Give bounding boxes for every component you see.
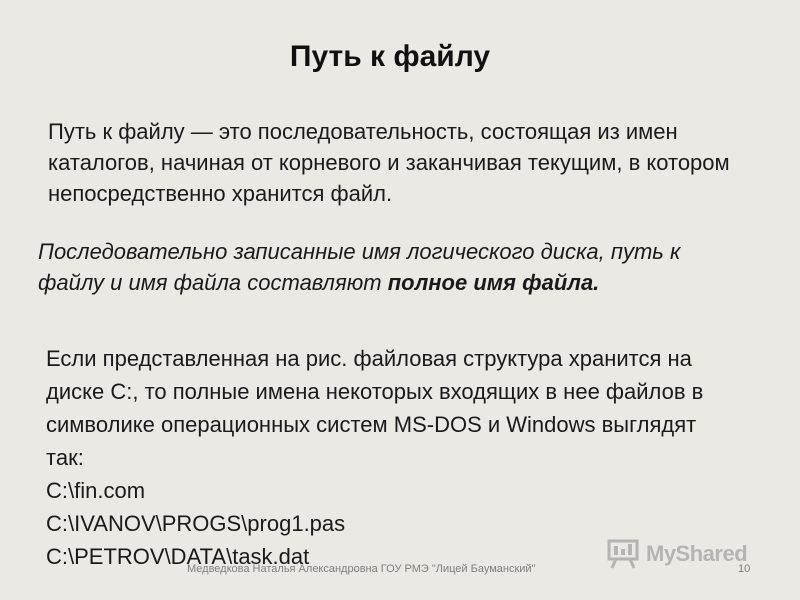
full-filename-paragraph bbox=[38, 236, 738, 298]
watermark-text: MyShared bbox=[646, 541, 748, 566]
example-intro: Если представленная на рис. файловая структура хранится на диске С:, то полные имена некоторых входящих в нее файлов в символике операционных систем MS-DOS и Windows выглядят так: bbox=[46, 346, 704, 470]
path-example: C:\PETROV\DATA\task.dat bbox=[46, 544, 310, 569]
path-example: C:\fin.com bbox=[46, 478, 146, 503]
slide-title: Путь к файлу bbox=[289, 40, 491, 73]
path-example: C:\IVANOV\PROGS\prog1.pas bbox=[46, 511, 346, 536]
page-number: 10 bbox=[738, 563, 751, 575]
full-filename-text: Последовательно записанные имя логического диска, путь к файлу и имя файла составляют bbox=[38, 239, 681, 295]
footer-author: Медведкова Наталья Александровна ГОУ РМЭ "Лицей Бауманский" bbox=[187, 563, 536, 575]
presentation-board-icon bbox=[606, 538, 640, 570]
full-filename-term: полное имя файла. bbox=[387, 270, 600, 295]
definition-paragraph: Путь к файлу — это последовательность, состоящая из имен каталогов, начиная от корневого и заканчивая текущим, в котором непосредственно хранится файл. bbox=[48, 119, 730, 206]
